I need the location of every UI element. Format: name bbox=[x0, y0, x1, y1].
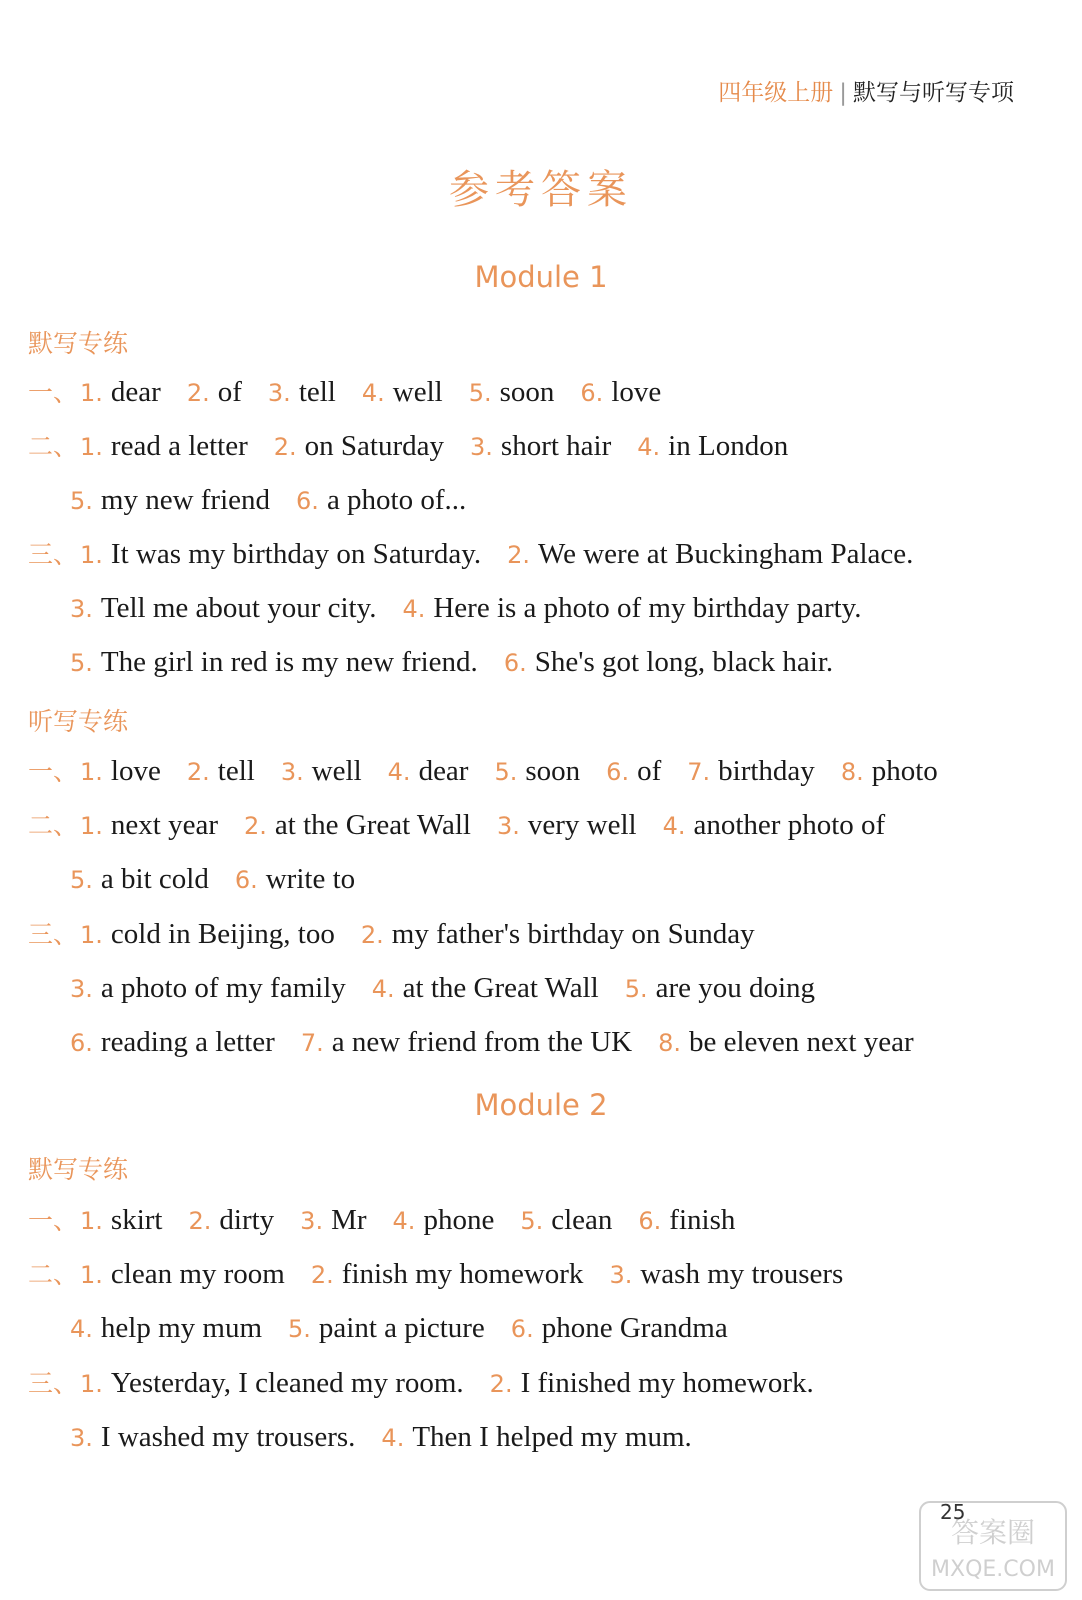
answer-number: 3. bbox=[70, 595, 93, 623]
watermark-logo bbox=[918, 1500, 1068, 1592]
answer-item bbox=[70, 972, 346, 1004]
answer-number: 4. bbox=[402, 595, 426, 623]
answer-number: 2. bbox=[186, 758, 210, 786]
answer-row bbox=[28, 1203, 761, 1238]
answer-item bbox=[609, 1258, 843, 1290]
answer-text: short hair bbox=[500, 430, 612, 462]
answer-text: a photo of... bbox=[326, 484, 467, 516]
answer-number: 5. bbox=[70, 649, 93, 677]
answer-text: paint a picture bbox=[318, 1312, 485, 1344]
answer-text: a photo of my family bbox=[100, 972, 346, 1004]
answer-text: next year bbox=[110, 809, 219, 841]
answer-text: I finished my homework. bbox=[520, 1367, 814, 1399]
answer-item bbox=[268, 376, 336, 408]
module-heading: Module 2 bbox=[474, 1088, 608, 1122]
answer-number: 2. bbox=[244, 812, 267, 840]
answer-text: of bbox=[217, 376, 242, 408]
answer-number: 2. bbox=[360, 921, 384, 949]
answer-number: 2. bbox=[186, 379, 210, 407]
header-grade: 四年级上册 bbox=[718, 80, 834, 106]
answer-number: 5. bbox=[468, 379, 492, 407]
page-title: 参考答案 bbox=[449, 167, 633, 213]
answer-text: another photo of bbox=[693, 809, 886, 841]
answer-item bbox=[606, 755, 661, 787]
answer-number: 2. bbox=[310, 1261, 334, 1289]
answer-text: help my mum bbox=[100, 1312, 263, 1344]
question-group-number: 三、 bbox=[28, 1369, 79, 1398]
answer-item bbox=[658, 1026, 914, 1058]
answer-text: finish my homework bbox=[341, 1258, 584, 1290]
answer-item bbox=[70, 1026, 275, 1058]
answer-item bbox=[381, 1421, 691, 1453]
answer-item bbox=[80, 1367, 464, 1399]
answer-item bbox=[625, 972, 815, 1004]
answer-text: my father's birthday on Sunday bbox=[391, 918, 755, 950]
answer-item bbox=[70, 484, 270, 516]
answer-text: birthday bbox=[718, 755, 815, 787]
answer-text: are you doing bbox=[655, 972, 816, 1004]
answer-item bbox=[70, 1312, 262, 1344]
question-group-number: 二、 bbox=[28, 432, 79, 461]
answer-text: finish bbox=[669, 1204, 736, 1236]
answer-text: well bbox=[392, 376, 443, 408]
answer-number: 5. bbox=[494, 758, 518, 786]
answer-text: skirt bbox=[110, 1204, 163, 1236]
answer-number: 1. bbox=[80, 812, 103, 840]
answer-text: dear bbox=[110, 376, 161, 408]
svg-text:答案圈: 答案圈 bbox=[950, 1516, 1036, 1549]
answer-item bbox=[638, 1204, 735, 1236]
answer-item bbox=[494, 755, 580, 787]
answer-row bbox=[28, 375, 687, 410]
answer-item bbox=[80, 430, 248, 462]
answer-text: a new friend from the UK bbox=[331, 1026, 633, 1058]
answer-row bbox=[70, 971, 841, 1006]
module-heading: Module 1 bbox=[474, 260, 608, 294]
page-number: 25 bbox=[940, 1500, 966, 1524]
answer-text: photo bbox=[871, 755, 938, 787]
answer-row bbox=[70, 1420, 718, 1455]
answer-text: soon bbox=[499, 376, 555, 408]
answer-item bbox=[372, 972, 599, 1004]
question-group-number: 二、 bbox=[28, 1260, 79, 1289]
answer-item bbox=[362, 376, 443, 408]
answer-text: on Saturday bbox=[304, 430, 445, 462]
answer-number: 5. bbox=[70, 487, 93, 515]
answer-text: write to bbox=[265, 863, 356, 895]
answer-item bbox=[361, 918, 755, 950]
answer-number: 3. bbox=[300, 1207, 324, 1235]
answer-item bbox=[80, 1204, 162, 1236]
section-heading: 默写专练 bbox=[28, 1155, 129, 1184]
answer-number: 2. bbox=[188, 1207, 212, 1235]
answer-row bbox=[28, 1366, 840, 1401]
answer-number: 4. bbox=[387, 758, 411, 786]
answer-item bbox=[70, 646, 478, 678]
answer-number: 8. bbox=[840, 758, 864, 786]
answer-text: very well bbox=[527, 809, 637, 841]
answer-text: Mr bbox=[331, 1204, 367, 1236]
question-group-number: 一、 bbox=[28, 378, 79, 407]
header-separator: | bbox=[839, 80, 847, 106]
answer-text: in London bbox=[668, 430, 789, 462]
answer-number: 4. bbox=[381, 1424, 405, 1452]
answer-item bbox=[274, 430, 444, 462]
answer-text: reading a letter bbox=[100, 1026, 275, 1058]
answer-item bbox=[235, 863, 355, 895]
answer-item bbox=[469, 376, 555, 408]
answer-text: clean my room bbox=[110, 1258, 285, 1290]
answer-number: 1. bbox=[80, 433, 103, 461]
answer-text: She's got long, black hair. bbox=[534, 646, 834, 678]
answer-item bbox=[520, 1204, 612, 1236]
answer-row bbox=[28, 537, 939, 572]
answer-item bbox=[687, 755, 815, 787]
answer-text: dear bbox=[418, 755, 469, 787]
answer-item bbox=[841, 755, 938, 787]
question-group-number: 一、 bbox=[28, 757, 79, 786]
answer-text: tell bbox=[217, 755, 255, 787]
page-header bbox=[718, 74, 1014, 107]
answer-row bbox=[28, 429, 814, 464]
answer-item bbox=[388, 755, 469, 787]
answer-number: 4. bbox=[662, 812, 686, 840]
answer-text: love bbox=[110, 755, 161, 787]
answer-text: well bbox=[311, 755, 362, 787]
answer-row bbox=[28, 917, 781, 952]
answer-number: 5. bbox=[288, 1315, 311, 1343]
answer-number: 3. bbox=[280, 758, 304, 786]
question-group-number: 一、 bbox=[28, 1206, 79, 1235]
answer-item bbox=[402, 592, 861, 624]
answer-text: I washed my trousers. bbox=[100, 1421, 356, 1453]
answer-text: my new friend bbox=[100, 484, 271, 516]
answer-item bbox=[300, 1204, 366, 1236]
answer-item bbox=[188, 1204, 274, 1236]
answer-item bbox=[70, 863, 209, 895]
answer-number: 1. bbox=[80, 1261, 103, 1289]
section-heading: 默写专练 bbox=[28, 329, 129, 358]
answer-item bbox=[70, 592, 376, 624]
answer-number: 1. bbox=[80, 379, 103, 407]
answer-item bbox=[80, 1258, 285, 1290]
answer-text: at the Great Wall bbox=[402, 972, 599, 1004]
answer-number: 5. bbox=[624, 975, 648, 1003]
answer-text: Yesterday, I cleaned my room. bbox=[110, 1367, 464, 1399]
answer-number: 7. bbox=[300, 1029, 324, 1057]
answer-item bbox=[187, 376, 242, 408]
answer-row bbox=[70, 591, 888, 626]
answer-item bbox=[288, 1312, 485, 1344]
answer-text: love bbox=[611, 376, 662, 408]
answer-number: 1. bbox=[80, 758, 103, 786]
answer-text: dirty bbox=[219, 1204, 275, 1236]
answer-number: 2. bbox=[507, 541, 531, 569]
answer-text: Here is a photo of my birthday party. bbox=[433, 592, 862, 624]
answer-item bbox=[187, 755, 255, 787]
answer-text: tell bbox=[298, 376, 336, 408]
answer-item bbox=[70, 1421, 355, 1453]
answer-row bbox=[70, 1311, 754, 1346]
answer-item bbox=[470, 430, 611, 462]
answer-number: 3. bbox=[496, 812, 520, 840]
answer-item bbox=[296, 484, 466, 516]
answer-number: 6. bbox=[234, 866, 258, 894]
answer-number: 6. bbox=[580, 379, 604, 407]
answer-text: clean bbox=[551, 1204, 613, 1236]
answer-text: at the Great Wall bbox=[274, 809, 471, 841]
answer-text: phone bbox=[423, 1204, 495, 1236]
answer-text: a bit cold bbox=[100, 863, 209, 895]
answer-row bbox=[28, 754, 964, 789]
answer-text: phone Grandma bbox=[541, 1312, 728, 1344]
answer-item bbox=[80, 809, 218, 841]
answer-number: 4. bbox=[371, 975, 395, 1003]
answer-item bbox=[80, 918, 335, 950]
answer-item bbox=[507, 538, 913, 570]
answer-item bbox=[281, 755, 362, 787]
answer-text: We were at Buckingham Palace. bbox=[538, 538, 914, 570]
answer-item bbox=[80, 755, 161, 787]
svg-text:MXQE.COM: MXQE.COM bbox=[931, 1557, 1055, 1582]
answer-item bbox=[637, 430, 788, 462]
answer-row bbox=[28, 808, 911, 843]
answer-text: soon bbox=[525, 755, 581, 787]
answer-number: 6. bbox=[606, 758, 630, 786]
answer-row bbox=[70, 645, 859, 680]
answer-number: 6. bbox=[510, 1315, 534, 1343]
answer-text: of bbox=[637, 755, 662, 787]
answer-text: The girl in red is my new friend. bbox=[100, 646, 478, 678]
answer-row bbox=[70, 483, 492, 518]
answer-number: 1. bbox=[80, 921, 103, 949]
answer-text: read a letter bbox=[110, 430, 248, 462]
question-group-number: 三、 bbox=[28, 920, 79, 949]
answer-text: cold in Beijing, too bbox=[110, 918, 335, 950]
answer-number: 2. bbox=[489, 1370, 513, 1398]
answer-number: 1. bbox=[80, 1370, 103, 1398]
answer-item bbox=[511, 1312, 728, 1344]
answer-item bbox=[311, 1258, 584, 1290]
answer-number: 4. bbox=[361, 379, 385, 407]
answer-number: 4. bbox=[637, 433, 661, 461]
question-group-number: 二、 bbox=[28, 811, 79, 840]
answer-item bbox=[497, 809, 637, 841]
answer-text: It was my birthday on Saturday. bbox=[110, 538, 482, 570]
answer-number: 5. bbox=[520, 1207, 544, 1235]
answer-text: Tell me about your city. bbox=[100, 592, 377, 624]
answer-number: 4. bbox=[70, 1315, 93, 1343]
answer-number: 3. bbox=[70, 1424, 93, 1452]
answer-row bbox=[70, 1025, 940, 1060]
answer-item bbox=[580, 376, 661, 408]
answer-number: 6. bbox=[638, 1207, 662, 1235]
header-subject: 默写与听写专项 bbox=[853, 80, 1014, 106]
answer-item bbox=[663, 809, 886, 841]
answer-number: 6. bbox=[70, 1029, 93, 1057]
answer-number: 3. bbox=[609, 1261, 633, 1289]
answer-number: 5. bbox=[70, 866, 93, 894]
answer-number: 6. bbox=[296, 487, 319, 515]
answer-number: 7. bbox=[687, 758, 711, 786]
answer-item bbox=[393, 1204, 495, 1236]
answer-number: 3. bbox=[70, 975, 93, 1003]
answer-item bbox=[301, 1026, 632, 1058]
question-group-number: 三、 bbox=[28, 540, 79, 569]
answer-row bbox=[28, 1257, 869, 1292]
answer-text: Then I helped my mum. bbox=[412, 1421, 692, 1453]
answer-text: wash my trousers bbox=[640, 1258, 844, 1290]
answer-number: 8. bbox=[658, 1029, 681, 1057]
answer-number: 1. bbox=[80, 541, 103, 569]
answer-item bbox=[80, 538, 481, 570]
answer-number: 4. bbox=[392, 1207, 416, 1235]
answer-number: 3. bbox=[267, 379, 291, 407]
answer-item bbox=[490, 1367, 814, 1399]
answer-number: 2. bbox=[273, 433, 297, 461]
answer-number: 6. bbox=[503, 649, 527, 677]
answer-number: 3. bbox=[470, 433, 493, 461]
section-heading: 听写专练 bbox=[28, 707, 129, 736]
answer-item bbox=[504, 646, 833, 678]
answer-text: be eleven next year bbox=[689, 1026, 914, 1058]
answer-item bbox=[80, 376, 161, 408]
answer-number: 1. bbox=[80, 1207, 103, 1235]
answer-item bbox=[244, 809, 471, 841]
answer-row bbox=[70, 862, 381, 897]
